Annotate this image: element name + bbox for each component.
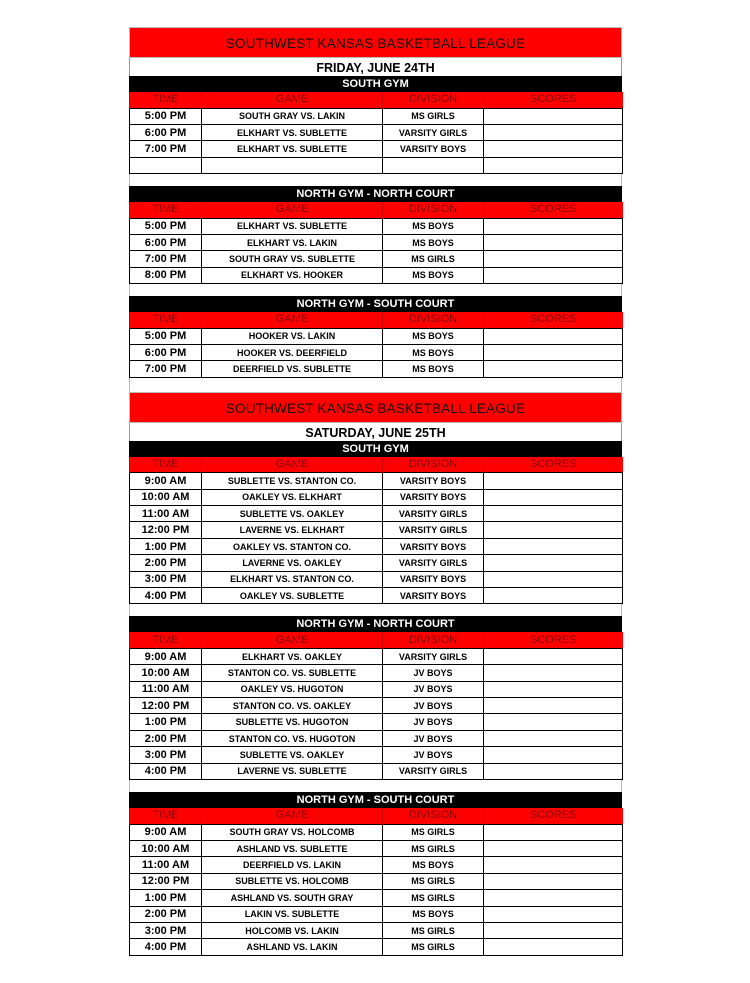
game-time: 1:00 PM <box>130 890 202 906</box>
gym-header: SOUTH GYM <box>129 441 622 457</box>
game-score <box>484 747 623 763</box>
game-score <box>484 939 623 955</box>
game-matchup: OAKLEY VS. HUGOTON <box>202 681 383 697</box>
game-row <box>130 218 623 234</box>
game-division: VARSITY BOYS <box>383 588 484 604</box>
blank-row <box>130 157 623 173</box>
column-headers <box>130 92 623 108</box>
game-row <box>130 522 623 538</box>
game-score <box>484 890 623 906</box>
game-matchup: LAVERNE VS. OAKLEY <box>202 555 383 571</box>
game-row <box>130 108 623 124</box>
game-matchup: HOOKER VS. DEERFIELD <box>202 345 383 361</box>
game-matchup: STANTON CO. VS. OAKLEY <box>202 698 383 714</box>
game-score <box>484 218 623 234</box>
game-matchup: ELKHART VS. SUBLETTE <box>202 124 383 140</box>
game-time: 11:00 AM <box>130 506 202 522</box>
game-score <box>484 267 623 283</box>
games-table <box>129 92 623 174</box>
game-row <box>130 141 623 157</box>
game-matchup: SOUTH GRAY VS. LAKIN <box>202 108 383 124</box>
game-score <box>484 681 623 697</box>
game-score <box>484 489 623 505</box>
game-division: MS BOYS <box>383 234 484 250</box>
game-score <box>484 538 623 554</box>
games-table <box>129 202 623 284</box>
game-division: MS GIRLS <box>383 890 484 906</box>
day-gap <box>129 378 622 392</box>
game-matchup: SUBLETTE VS. HOLCOMB <box>202 873 383 889</box>
time-column-header: TIME <box>130 632 202 648</box>
game-division: VARSITY GIRLS <box>383 522 484 538</box>
game-matchup: LAKIN VS. SUBLETTE <box>202 906 383 922</box>
game-division: VARSITY GIRLS <box>383 124 484 140</box>
game-score <box>484 328 623 344</box>
game-division: MS BOYS <box>383 857 484 873</box>
game-matchup: ELKHART VS. SUBLETTE <box>202 141 383 157</box>
game-division: JV BOYS <box>383 698 484 714</box>
game-row <box>130 730 623 746</box>
game-matchup: STANTON CO. VS. SUBLETTE <box>202 665 383 681</box>
division-column-header: DIVISION <box>383 632 484 648</box>
game-time: 9:00 AM <box>130 824 202 840</box>
game-time: 7:00 PM <box>130 141 202 157</box>
game-row <box>130 506 623 522</box>
game-matchup: HOLCOMB VS. LAKIN <box>202 922 383 938</box>
game-matchup: SUBLETTE VS. HUGOTON <box>202 714 383 730</box>
game-division: VARSITY BOYS <box>383 473 484 489</box>
game-matchup: HOOKER VS. LAKIN <box>202 328 383 344</box>
game-row <box>130 361 623 377</box>
game-time: 12:00 PM <box>130 873 202 889</box>
game-row <box>130 473 623 489</box>
game-row <box>130 747 623 763</box>
games-table <box>129 808 623 956</box>
game-score <box>484 234 623 250</box>
game-time: 6:00 PM <box>130 345 202 361</box>
game-division: VARSITY BOYS <box>383 571 484 587</box>
column-headers <box>130 312 623 328</box>
division-column-header: DIVISION <box>383 457 484 473</box>
game-time: 9:00 AM <box>130 648 202 664</box>
game-time: 12:00 PM <box>130 522 202 538</box>
game-score <box>484 361 623 377</box>
game-row <box>130 714 623 730</box>
time-column-header: TIME <box>130 202 202 218</box>
league-title: SOUTHWEST KANSAS BASKETBALL LEAGUE <box>129 27 622 58</box>
game-matchup: OAKLEY VS. ELKHART <box>202 489 383 505</box>
game-row <box>130 763 623 779</box>
game-score <box>484 824 623 840</box>
scores-column-header: SCORES <box>484 808 623 824</box>
game-time: 10:00 AM <box>130 665 202 681</box>
scores-column-header: SCORES <box>484 92 623 108</box>
game-division: MS GIRLS <box>383 824 484 840</box>
game-matchup: ELKHART VS. STANTON CO. <box>202 571 383 587</box>
game-score <box>484 108 623 124</box>
game-division: MS BOYS <box>383 218 484 234</box>
game-row <box>130 328 623 344</box>
game-score <box>484 840 623 856</box>
game-division: MS BOYS <box>383 906 484 922</box>
game-score <box>484 141 623 157</box>
game-division: VARSITY BOYS <box>383 489 484 505</box>
game-division: MS GIRLS <box>383 922 484 938</box>
game-score <box>484 857 623 873</box>
section-gap <box>129 604 622 616</box>
game-score <box>484 665 623 681</box>
game-time: 3:00 PM <box>130 922 202 938</box>
game-score <box>484 571 623 587</box>
game-matchup: SOUTH GRAY VS. SUBLETTE <box>202 251 383 267</box>
game-column-header: GAME <box>202 312 383 328</box>
game-time: 2:00 PM <box>130 906 202 922</box>
game-score <box>484 648 623 664</box>
game-matchup: ELKHART VS. OAKLEY <box>202 648 383 664</box>
section-gap <box>129 780 622 792</box>
schedule-date: FRIDAY, JUNE 24TH <box>129 58 622 76</box>
game-time: 2:00 PM <box>130 730 202 746</box>
scores-column-header: SCORES <box>484 202 623 218</box>
game-row <box>130 939 623 955</box>
game-score <box>484 506 623 522</box>
game-matchup: LAVERNE VS. ELKHART <box>202 522 383 538</box>
game-division: MS BOYS <box>383 328 484 344</box>
scores-column-header: SCORES <box>484 457 623 473</box>
blank-cell <box>202 157 383 173</box>
game-matchup: SUBLETTE VS. STANTON CO. <box>202 473 383 489</box>
game-division: JV BOYS <box>383 681 484 697</box>
game-score <box>484 730 623 746</box>
column-headers <box>130 202 623 218</box>
time-column-header: TIME <box>130 808 202 824</box>
game-row <box>130 824 623 840</box>
game-time: 2:00 PM <box>130 555 202 571</box>
game-column-header: GAME <box>202 632 383 648</box>
games-table <box>129 312 623 378</box>
gym-header: SOUTH GYM <box>129 76 622 92</box>
game-matchup: STANTON CO. VS. HUGOTON <box>202 730 383 746</box>
game-matchup: SUBLETTE VS. OAKLEY <box>202 506 383 522</box>
game-time: 5:00 PM <box>130 328 202 344</box>
game-row <box>130 873 623 889</box>
game-score <box>484 251 623 267</box>
game-matchup: ELKHART VS. HOOKER <box>202 267 383 283</box>
game-time: 8:00 PM <box>130 267 202 283</box>
game-row <box>130 571 623 587</box>
game-column-header: GAME <box>202 457 383 473</box>
game-matchup: ELKHART VS. SUBLETTE <box>202 218 383 234</box>
game-division: JV BOYS <box>383 747 484 763</box>
game-score <box>484 345 623 361</box>
game-division: JV BOYS <box>383 730 484 746</box>
game-division: VARSITY GIRLS <box>383 648 484 664</box>
game-time: 10:00 AM <box>130 489 202 505</box>
game-matchup: OAKLEY VS. SUBLETTE <box>202 588 383 604</box>
schedule-date: SATURDAY, JUNE 25TH <box>129 423 622 441</box>
game-time: 5:00 PM <box>130 108 202 124</box>
game-column-header: GAME <box>202 202 383 218</box>
game-division: MS GIRLS <box>383 251 484 267</box>
game-score <box>484 473 623 489</box>
game-row <box>130 538 623 554</box>
game-matchup: ELKHART VS. LAKIN <box>202 234 383 250</box>
time-column-header: TIME <box>130 457 202 473</box>
game-column-header: GAME <box>202 808 383 824</box>
game-row <box>130 234 623 250</box>
game-time: 4:00 PM <box>130 939 202 955</box>
game-score <box>484 588 623 604</box>
league-title: SOUTHWEST KANSAS BASKETBALL LEAGUE <box>129 392 622 423</box>
game-division: JV BOYS <box>383 714 484 730</box>
game-time: 3:00 PM <box>130 747 202 763</box>
game-row <box>130 588 623 604</box>
game-time: 4:00 PM <box>130 588 202 604</box>
game-division: JV BOYS <box>383 665 484 681</box>
game-score <box>484 714 623 730</box>
game-time: 10:00 AM <box>130 840 202 856</box>
scores-column-header: SCORES <box>484 312 623 328</box>
game-time: 6:00 PM <box>130 124 202 140</box>
game-column-header: GAME <box>202 92 383 108</box>
game-score <box>484 906 623 922</box>
game-time: 11:00 AM <box>130 857 202 873</box>
game-time: 9:00 AM <box>130 473 202 489</box>
column-headers <box>130 632 623 648</box>
game-time: 7:00 PM <box>130 251 202 267</box>
game-row <box>130 124 623 140</box>
game-matchup: OAKLEY VS. STANTON CO. <box>202 538 383 554</box>
game-division: MS BOYS <box>383 361 484 377</box>
game-division: MS GIRLS <box>383 873 484 889</box>
game-row <box>130 648 623 664</box>
game-time: 1:00 PM <box>130 538 202 554</box>
division-column-header: DIVISION <box>383 92 484 108</box>
game-row <box>130 906 623 922</box>
day-schedule <box>129 392 622 956</box>
games-table <box>129 457 623 605</box>
division-column-header: DIVISION <box>383 808 484 824</box>
division-column-header: DIVISION <box>383 202 484 218</box>
game-score <box>484 922 623 938</box>
game-time: 5:00 PM <box>130 218 202 234</box>
game-row <box>130 890 623 906</box>
division-column-header: DIVISION <box>383 312 484 328</box>
blank-cell <box>383 157 484 173</box>
game-division: VARSITY BOYS <box>383 141 484 157</box>
game-matchup: ASHLAND VS. LAKIN <box>202 939 383 955</box>
column-headers <box>130 457 623 473</box>
game-row <box>130 251 623 267</box>
game-row <box>130 698 623 714</box>
game-division: MS GIRLS <box>383 939 484 955</box>
game-division: MS BOYS <box>383 345 484 361</box>
game-score <box>484 763 623 779</box>
gym-header: NORTH GYM - NORTH COURT <box>129 616 622 632</box>
column-headers <box>130 808 623 824</box>
game-row <box>130 840 623 856</box>
game-time: 7:00 PM <box>130 361 202 377</box>
game-division: VARSITY GIRLS <box>383 506 484 522</box>
game-row <box>130 489 623 505</box>
game-time: 11:00 AM <box>130 681 202 697</box>
section-gap <box>129 284 622 296</box>
game-division: VARSITY BOYS <box>383 538 484 554</box>
game-row <box>130 555 623 571</box>
game-division: MS GIRLS <box>383 108 484 124</box>
game-division: MS GIRLS <box>383 840 484 856</box>
game-score <box>484 555 623 571</box>
blank-cell <box>484 157 623 173</box>
scores-column-header: SCORES <box>484 632 623 648</box>
game-time: 12:00 PM <box>130 698 202 714</box>
game-row <box>130 267 623 283</box>
game-division: MS BOYS <box>383 267 484 283</box>
blank-cell <box>130 157 202 173</box>
game-row <box>130 345 623 361</box>
game-row <box>130 922 623 938</box>
games-table <box>129 632 623 780</box>
schedule-page <box>129 27 622 956</box>
day-schedule <box>129 27 622 378</box>
time-column-header: TIME <box>130 92 202 108</box>
game-matchup: SUBLETTE VS. OAKLEY <box>202 747 383 763</box>
game-matchup: SOUTH GRAY VS. HOLCOMB <box>202 824 383 840</box>
game-score <box>484 522 623 538</box>
game-matchup: LAVERNE VS. SUBLETTE <box>202 763 383 779</box>
game-matchup: ASHLAND VS. SOUTH GRAY <box>202 890 383 906</box>
game-row <box>130 681 623 697</box>
game-matchup: ASHLAND VS. SUBLETTE <box>202 840 383 856</box>
game-time: 3:00 PM <box>130 571 202 587</box>
game-row <box>130 857 623 873</box>
game-division: VARSITY GIRLS <box>383 763 484 779</box>
game-time: 4:00 PM <box>130 763 202 779</box>
game-score <box>484 873 623 889</box>
gym-header: NORTH GYM - NORTH COURT <box>129 186 622 202</box>
gym-header: NORTH GYM - SOUTH COURT <box>129 296 622 312</box>
game-division: VARSITY GIRLS <box>383 555 484 571</box>
game-row <box>130 665 623 681</box>
gym-header: NORTH GYM - SOUTH COURT <box>129 792 622 808</box>
game-score <box>484 698 623 714</box>
game-score <box>484 124 623 140</box>
time-column-header: TIME <box>130 312 202 328</box>
game-matchup: DEERFIELD VS. LAKIN <box>202 857 383 873</box>
game-matchup: DEERFIELD VS. SUBLETTE <box>202 361 383 377</box>
game-time: 6:00 PM <box>130 234 202 250</box>
section-gap <box>129 174 622 186</box>
game-time: 1:00 PM <box>130 714 202 730</box>
